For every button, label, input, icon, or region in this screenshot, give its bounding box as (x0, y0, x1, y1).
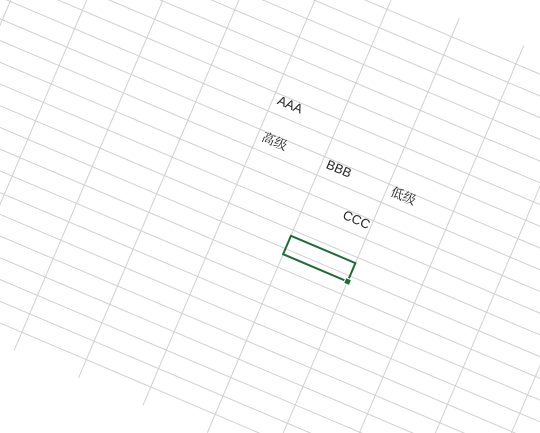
cell-diji[interactable] (389, 184, 419, 208)
grid-row-line (0, 230, 540, 433)
cell-bbb[interactable] (324, 157, 354, 181)
grid-column-line (465, 100, 540, 433)
grid-row-line (9, 0, 540, 217)
active-cell-selection[interactable] (283, 236, 355, 282)
cell-ccc-text: CCC (340, 207, 373, 233)
grid-row-line (1, 0, 540, 235)
cell-aaa-text: AAA (275, 92, 306, 117)
grid-row-line (24, 0, 540, 180)
grid-column-line (143, 0, 331, 405)
grid-column-line (78, 0, 266, 378)
cell-aaa[interactable] (275, 93, 305, 117)
grid-row-line (0, 193, 540, 433)
cell-ccc[interactable] (341, 207, 373, 232)
grid-row-line (0, 28, 540, 309)
cell-gaoji[interactable] (260, 129, 290, 153)
grid-row-line (40, 0, 540, 143)
grid-row-line (0, 249, 539, 433)
fill-handle[interactable] (344, 278, 352, 286)
cell-bbb-text: BBB (324, 156, 354, 181)
grid-column-line (14, 0, 202, 351)
grid-column-line (0, 0, 137, 323)
cell-diji-text: 低级 (388, 184, 419, 209)
cell-gaoji-text: 高级 (259, 129, 290, 154)
grid-column-line (401, 73, 540, 433)
